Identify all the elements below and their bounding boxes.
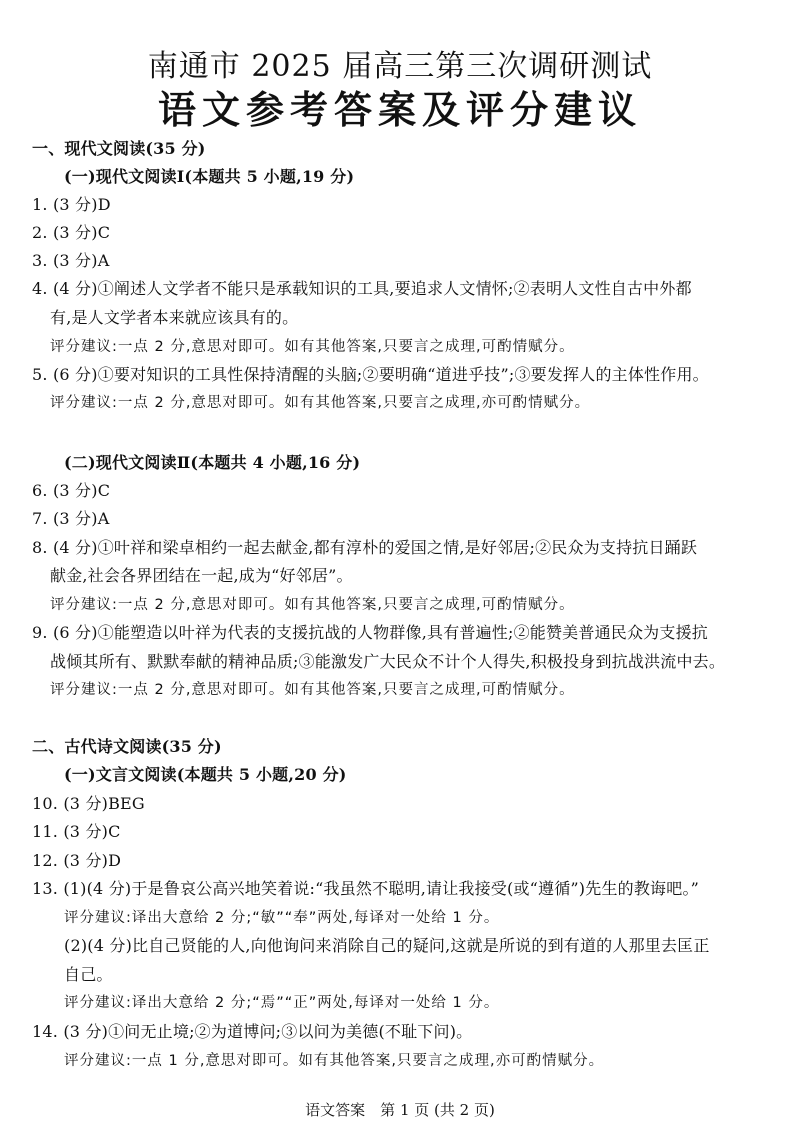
answer-line: 1. (3 分)D (32, 195, 111, 214)
answer-line: 9. (6 分)①能塑造以叶祥为代表的支援抗战的人物群像,具有普遍性;②能赞美普通民众为支援抗 (32, 623, 708, 642)
answer-line: 11. (3 分)C (32, 822, 121, 841)
scoring-note: 评分建议:一点 2 分,意思对即可。如有其他答案,只要言之成理,亦可酌情赋分。 (50, 395, 591, 411)
answer-line: 2. (3 分)C (32, 223, 111, 242)
page-footer: 语文答案 第 1 页 (共 2 页) (305, 1101, 495, 1119)
answer-line: 5. (6 分)①要对知识的工具性保持清醒的头脑;②要明确“道进乎技”;③要发挥人的主体性作用。 (32, 365, 709, 384)
subsection-heading: (二)现代文阅读Ⅱ(本题共 4 小题,16 分) (64, 453, 361, 472)
answer-line: 13. (1)(4 分)于是鲁哀公高兴地笑着说:“我虽然不聪明,请让我接受(或“遵循”)先生的教诲吧。” (32, 879, 700, 898)
answer-line: 6. (3 分)C (32, 481, 111, 500)
subsection-heading: (一)文言文阅读(本题共 5 小题,20 分) (64, 765, 347, 784)
answer-line: 3. (3 分)A (32, 251, 110, 270)
answer-line: 8. (4 分)①叶祥和梁卓相约一起去献金,都有淳朴的爱国之情,是好邻居;②民众为支持抗日踊跃 (32, 538, 698, 557)
scoring-note: 评分建议:一点 2 分,意思对即可。如有其他答案,只要言之成理,可酌情赋分。 (50, 682, 575, 698)
scoring-note: 评分建议:一点 1 分,意思对即可。如有其他答案,只要言之成理,亦可酌情赋分。 (64, 1053, 605, 1069)
scoring-note: 评分建议:一点 2 分,意思对即可。如有其他答案,只要言之成理,可酌情赋分。 (50, 339, 575, 355)
answer-line: 10. (3 分)BEG (32, 794, 145, 813)
document-subtitle: 语文参考答案及评分建议 (157, 87, 642, 132)
answer-line: 自己。 (64, 965, 113, 984)
answer-line: 7. (3 分)A (32, 509, 110, 528)
scoring-note: 评分建议:译出大意给 2 分;“焉”“正”两处,每译对一处给 1 分。 (64, 995, 500, 1011)
scoring-note: 评分建议:译出大意给 2 分;“敏”“奉”两处,每译对一处给 1 分。 (64, 910, 500, 926)
answer-line: 战倾其所有、默默奉献的精神品质;③能激发广大民众不计个人得失,积极投身到抗战洪流中去。 (50, 652, 726, 671)
subsection-heading: (一)现代文阅读Ⅰ(本题共 5 小题,19 分) (64, 167, 355, 186)
scoring-note: 评分建议:一点 2 分,意思对即可。如有其他答案,只要言之成理,可酌情赋分。 (50, 597, 575, 613)
answer-line: (2)(4 分)比自己贤能的人,向他询问来消除自己的疑问,这就是所说的到有道的人那里去匡正 (64, 936, 710, 955)
exam-title: 南通市 2025 届高三第三次调研测试 (147, 49, 653, 84)
answer-line: 献金,社会各界团结在一起,成为“好邻居”。 (50, 566, 353, 585)
answer-line: 有,是人文学者本来就应该具有的。 (50, 308, 299, 327)
answer-line: 14. (3 分)①问无止境;②为道博问;③以问为美德(不耻下问)。 (32, 1022, 473, 1041)
answer-line: 12. (3 分)D (32, 851, 122, 870)
answer-line: 4. (4 分)①阐述人文学者不能只是承载知识的工具,要追求人文情怀;②表明人文性自古中外都 (32, 279, 692, 298)
section-heading: 一、现代文阅读(35 分) (32, 139, 206, 158)
section-heading: 二、古代诗文阅读(35 分) (32, 737, 222, 756)
